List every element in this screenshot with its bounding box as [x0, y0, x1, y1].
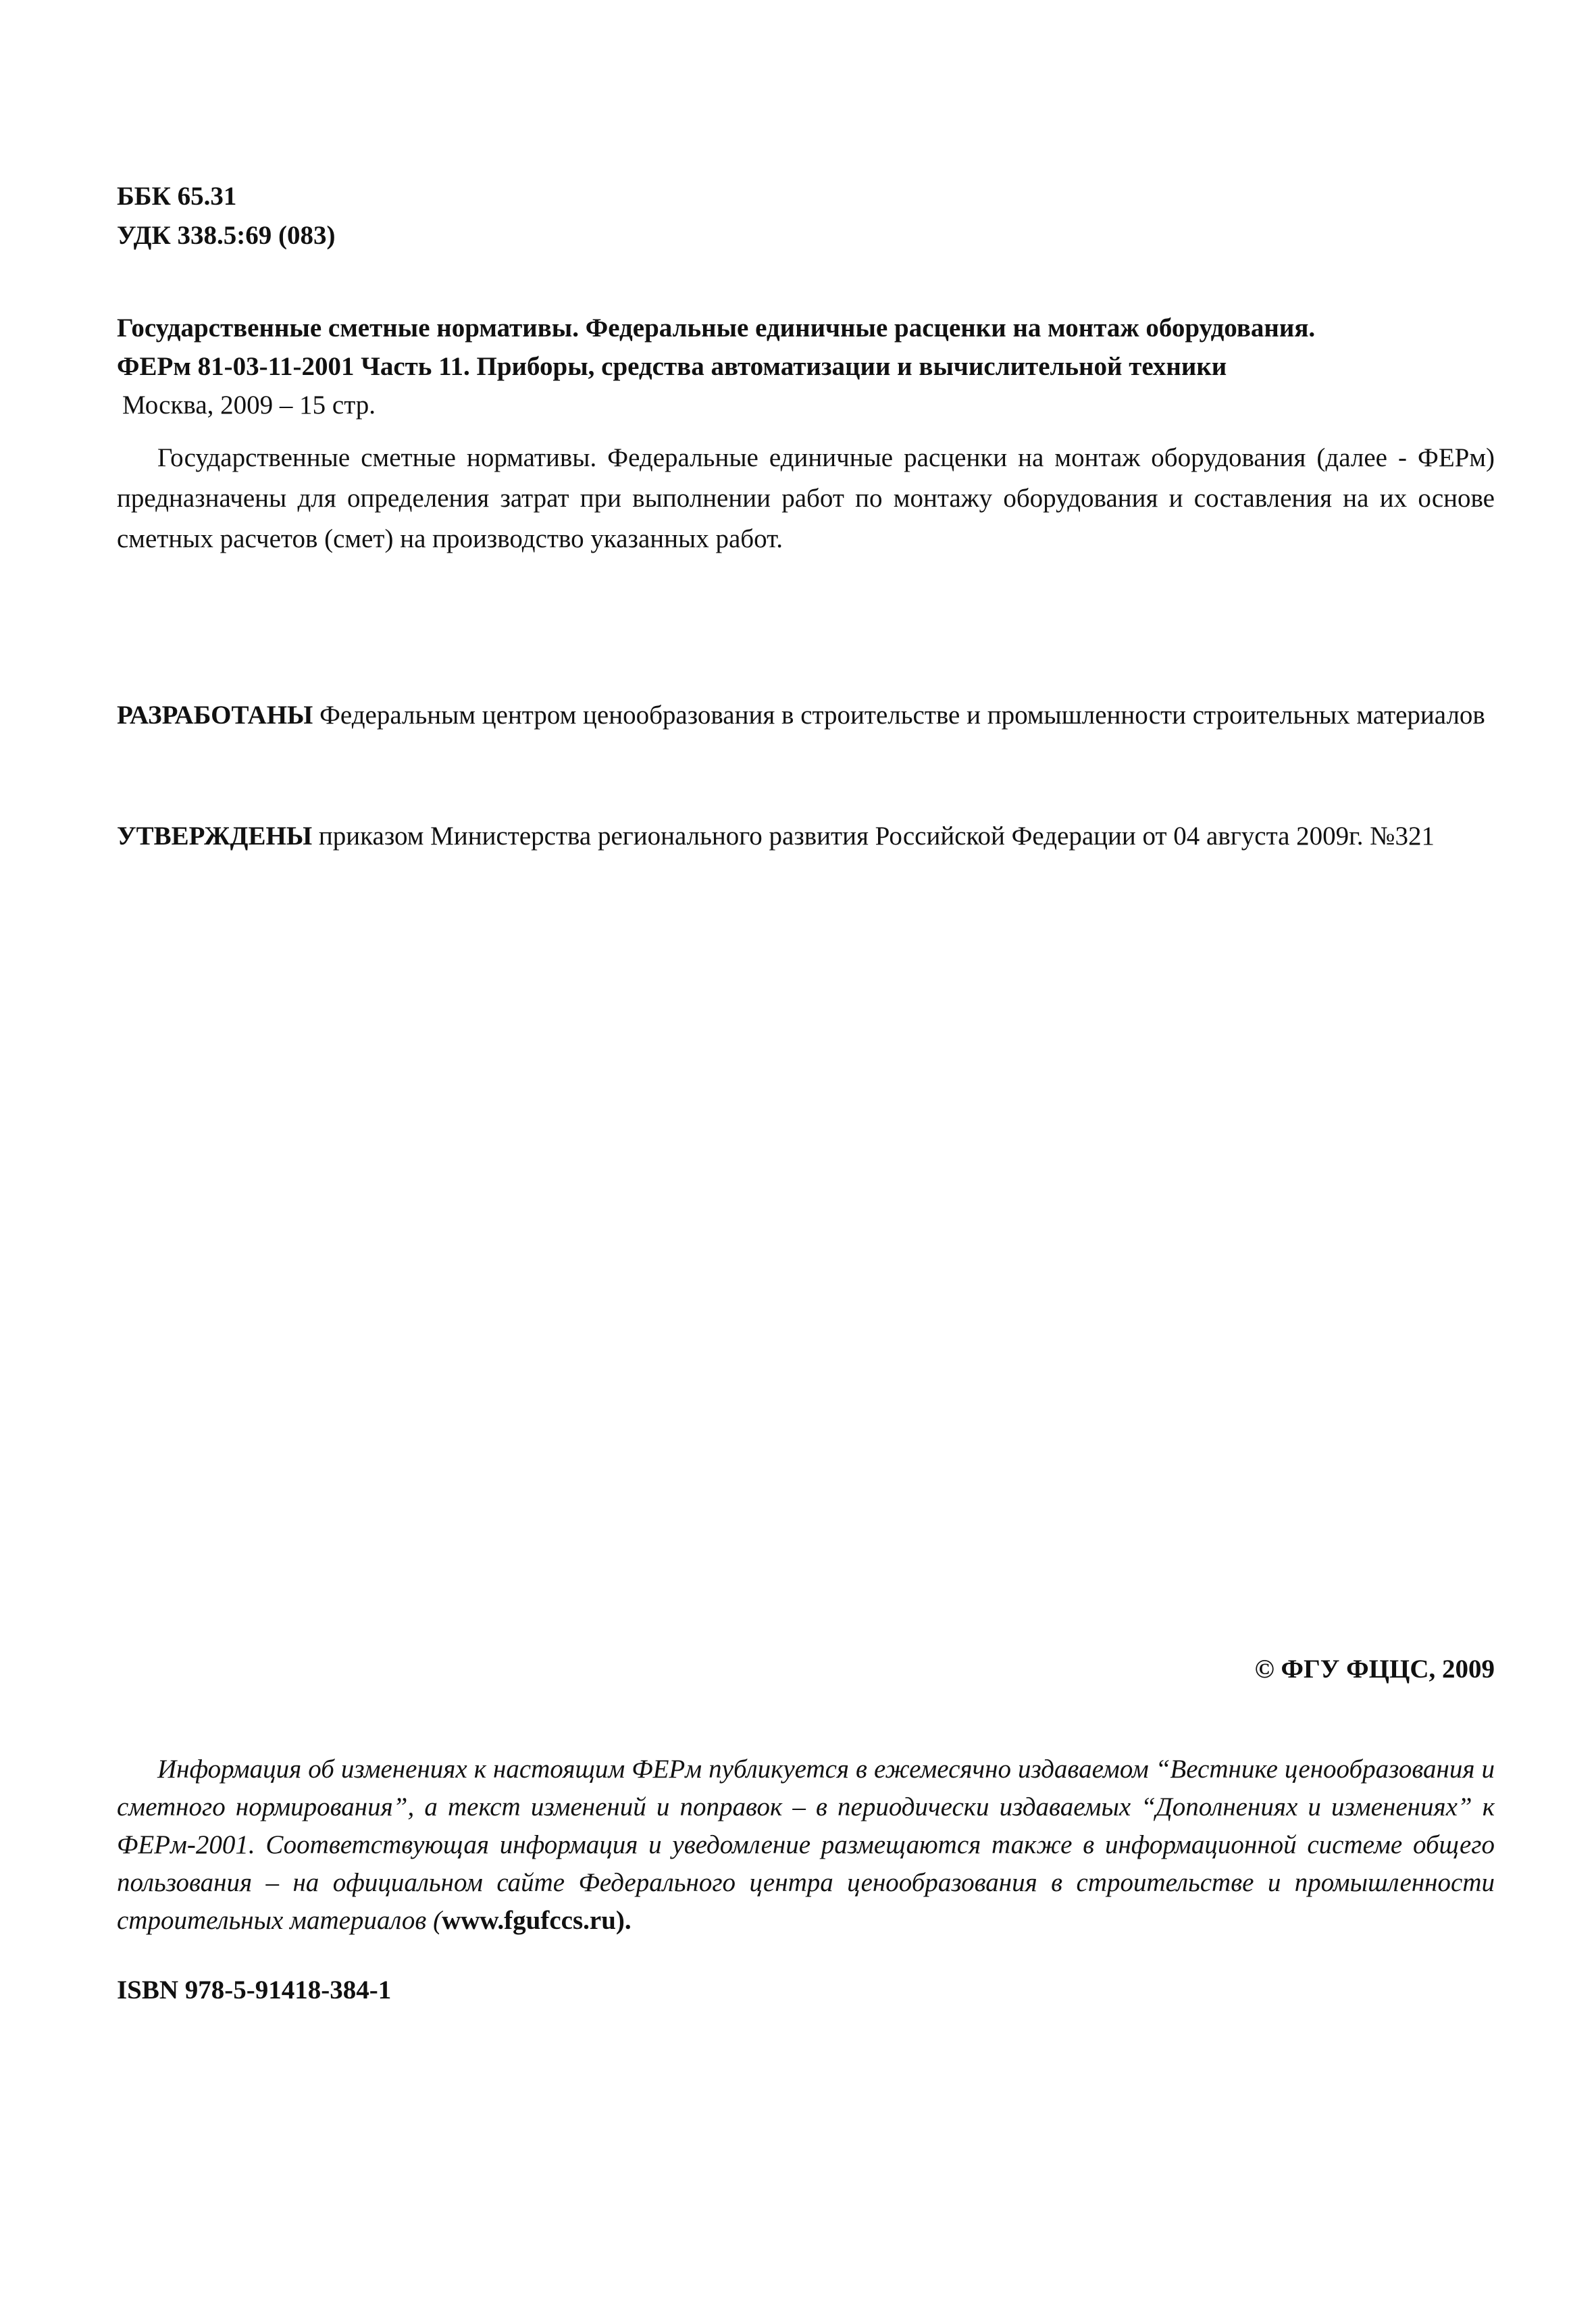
document-title: [117, 309, 1495, 424]
developed-label: РАЗРАБОТАНЫ: [117, 701, 313, 730]
title-line-1: Государственные сметные нормативы. Федеральные единичные расценки на монтаж оборудования.: [117, 313, 1316, 343]
approved-by-paragraph: [117, 817, 1495, 855]
changes-info-text: Информация об изменениях к настоящим ФЕРм публикуется в ежемесячно издаваемом “Вестнике ценообразования и сметного нормирования”, а текст изменений и поправок – в периодически издаваемых “Дополнениях и изменениях” к ФЕРм-2001. Соответствующая информация и уведомление размещаются также в информационной системе общего пользования – на официальном сайте Федерального центра ценообразования в строительстве и промышленности строительных материалов (: [117, 1755, 1495, 1935]
developed-by-paragraph: [117, 695, 1495, 736]
udk-code: УДК 338.5:69 (083): [117, 221, 336, 250]
description-paragraph: Государственные сметные нормативы. Федеральные единичные расценки на монтаж оборудования (далее - ФЕРм) предназначены для определения затрат при выполнении работ по монтажу оборудования и составления на их основе сметных расчетов (смет) на производство указанных работ.: [117, 443, 1495, 553]
copyright-notice: © ФГУ ФЦЦС, 2009: [1254, 1655, 1495, 1684]
website-link[interactable]: www.fgufccs.ru: [442, 1906, 616, 1935]
developed-text: Федеральным центром ценообразования в строительстве и промышленности строительных материалов: [313, 701, 1485, 730]
changes-info-paragraph: [117, 1751, 1495, 1940]
isbn-number: ISBN 978-5-91418-384-1: [117, 1976, 392, 2005]
title-line-2: ФЕРм 81-03-11-2001 Часть 11. Приборы, средства автоматизации и вычислительной техники: [117, 352, 1227, 381]
changes-info-tail: ).: [615, 1906, 632, 1935]
classification-codes: [117, 177, 1495, 255]
bbk-code: ББК 65.31: [117, 182, 237, 211]
approved-label: УТВЕРЖДЕНЫ: [117, 822, 313, 851]
title-place-year: Москва, 2009 – 15 стр.: [122, 391, 376, 420]
approved-text: приказом Министерства регионального развития Российской Федерации от 04 августа 2009г. №321: [312, 822, 1435, 851]
